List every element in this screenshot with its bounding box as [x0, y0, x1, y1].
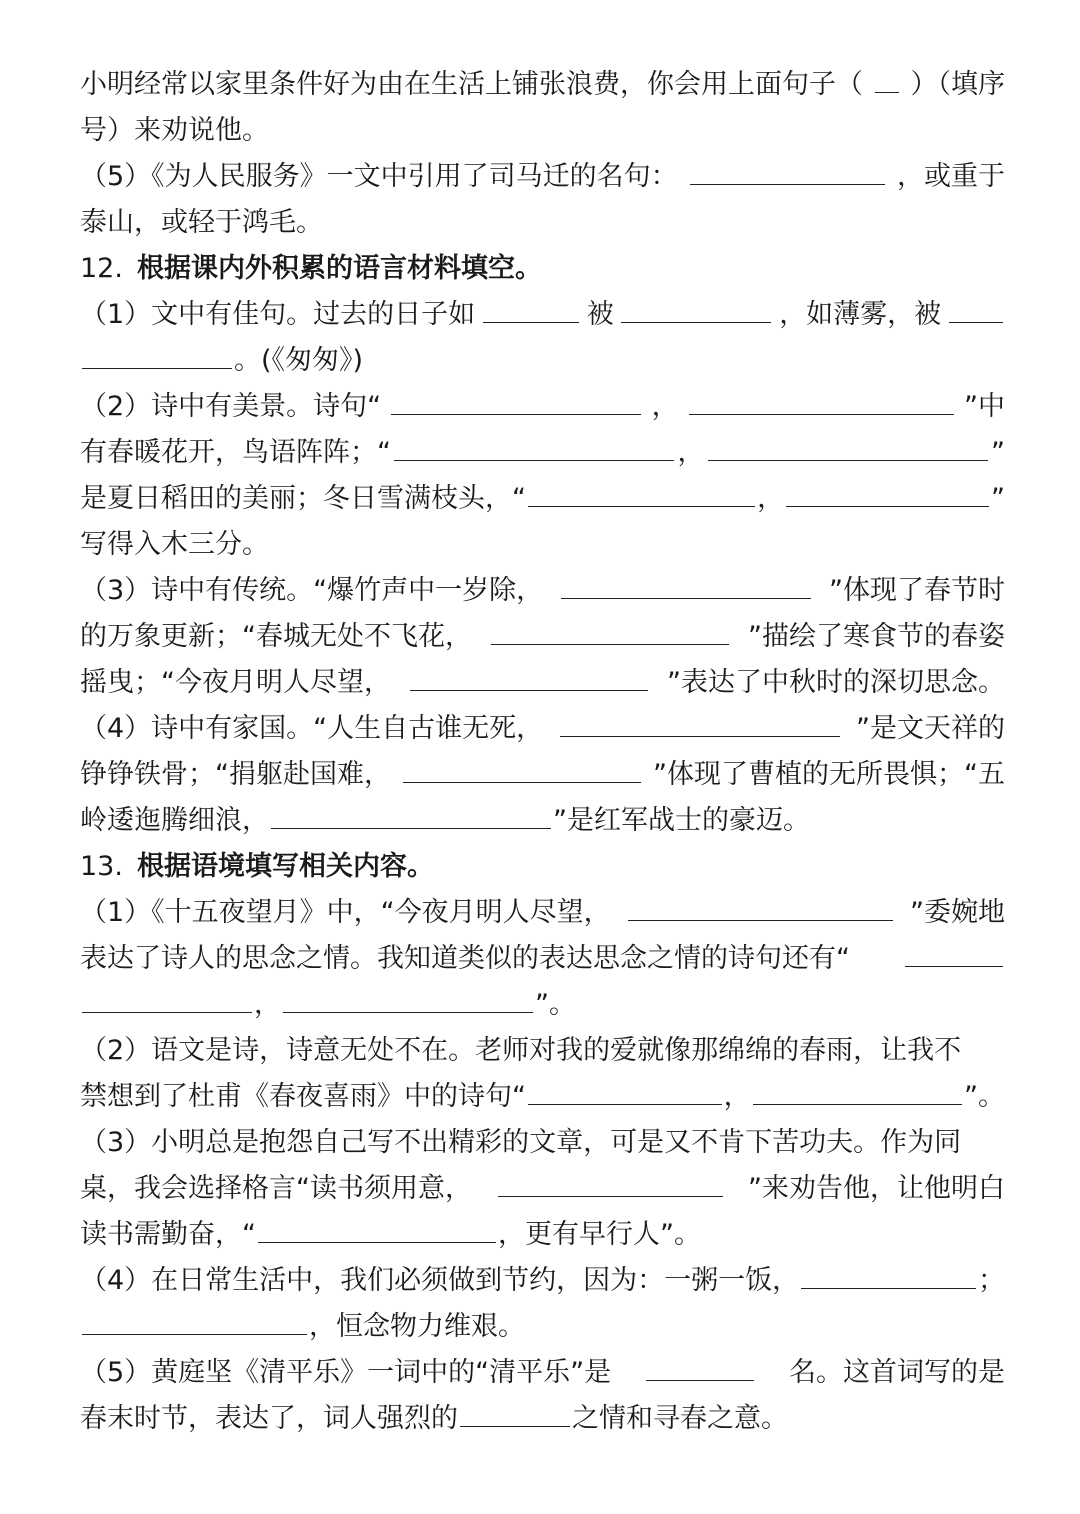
text-line [80, 62, 1005, 108]
text-line [80, 706, 1005, 752]
line-text: （4）在日常生活中，我们必须做到节约，因为：一粥一饭， [80, 1265, 800, 1296]
answer-blank[interactable] [258, 1212, 496, 1243]
text-line [80, 476, 1005, 522]
text-line [80, 1074, 1005, 1120]
answer-blank[interactable] [410, 660, 648, 691]
answer-blank[interactable] [394, 430, 674, 461]
line-text: （1）《十五夜望月》中，“今夜月明人尽望， [80, 897, 611, 928]
line-text: （5）《为人民服务》一文中引用了司马迁的名句： [80, 161, 678, 192]
answer-blank[interactable] [949, 292, 1003, 323]
question-number: 13. [80, 851, 123, 882]
text-line [80, 568, 1005, 614]
text-line [80, 1350, 1005, 1396]
answer-blank[interactable] [391, 384, 641, 415]
section-heading [80, 246, 1005, 292]
line-text: ”委婉地 [909, 897, 1005, 928]
line-text: 读书需勤奋，“ [80, 1219, 256, 1250]
line-text: ， [651, 391, 679, 422]
line-text: 的万象更新；“春城无处不飞花， [80, 621, 472, 652]
answer-blank[interactable] [271, 798, 551, 829]
text-line [80, 798, 1005, 844]
text-line [80, 982, 1005, 1028]
text-line [80, 1304, 1005, 1350]
line-text: 号）来劝说他。 [80, 115, 269, 146]
answer-blank[interactable] [646, 1350, 754, 1381]
worksheet-page [80, 62, 1005, 1442]
line-text: ”是红军战士的豪迈。 [553, 805, 810, 836]
line-text: 是夏日稻田的美丽；冬日雪满枝头，“ [80, 483, 526, 514]
line-text: 岭逶迤腾细浪， [80, 805, 269, 836]
text-line [80, 1396, 1005, 1442]
line-text: （3）小明总是抱怨自己写不出精彩的文章，可是又不肯下苦功夫。作为同 [80, 1127, 962, 1158]
text-line [80, 108, 1005, 154]
answer-blank[interactable] [491, 614, 729, 645]
line-text: 之情和寻春之意。 [572, 1403, 788, 1434]
question-number: 12. [80, 253, 123, 284]
answer-blank[interactable] [528, 1074, 722, 1105]
line-text: ，恒念物力维艰。 [309, 1311, 525, 1342]
line-text: ， [757, 483, 785, 514]
answer-blank[interactable] [786, 476, 989, 507]
line-text: （5）黄庭坚《清平乐》一词中的“清平乐”是 [80, 1357, 612, 1388]
line-text: ； [978, 1265, 1005, 1296]
line-text: 泰山，或轻于鸿毛。 [80, 207, 323, 238]
line-text: 根据课内外积累的语言材料填空。 [136, 253, 542, 284]
answer-blank[interactable] [560, 706, 840, 737]
text-line [80, 154, 1005, 200]
text-line [80, 522, 1005, 568]
answer-blank[interactable] [875, 62, 899, 93]
line-text: ）（填序 [910, 69, 1005, 100]
line-text: 桌，我会选择格言“读书须用意， [80, 1173, 472, 1204]
answer-blank[interactable] [82, 338, 232, 369]
line-text: 春末时节，表达了，词人强烈的 [80, 1403, 458, 1434]
line-text: ”中 [963, 391, 1005, 422]
text-line [80, 200, 1005, 246]
answer-blank[interactable] [498, 1166, 723, 1197]
text-line [80, 338, 1005, 384]
line-text: 摇曳；“今夜月明人尽望， [80, 667, 391, 698]
answer-blank[interactable] [621, 292, 771, 323]
line-text: ， [677, 437, 705, 468]
line-text: ，更有早行人”。 [498, 1219, 701, 1250]
answer-blank[interactable] [460, 1396, 570, 1427]
line-text: （2）语文是诗，诗意无处不在。老师对我的爱就像那绵绵的春雨，让我不 [80, 1035, 962, 1066]
answer-blank[interactable] [561, 568, 811, 599]
line-text: ， [723, 1081, 751, 1112]
text-line [80, 614, 1005, 660]
answer-blank[interactable] [689, 384, 954, 415]
line-text: 名。这首词写的是 [789, 1357, 1005, 1388]
line-text: ，或重于 [897, 161, 1005, 192]
answer-blank[interactable] [283, 982, 533, 1013]
answer-blank[interactable] [628, 890, 893, 921]
line-text: ” [991, 483, 1005, 514]
line-text: 写得入木三分。 [80, 529, 269, 560]
line-text: ” [991, 437, 1005, 468]
text-line [80, 1120, 1005, 1166]
line-text: 被 [586, 299, 614, 330]
line-text: 根据语境填写相关内容。 [136, 851, 434, 882]
text-line [80, 1028, 1005, 1074]
text-line [80, 660, 1005, 706]
answer-blank[interactable] [690, 154, 885, 185]
line-text: ，如薄雾，被 [779, 299, 942, 330]
line-text: ”来劝告他，让他明白 [748, 1173, 1005, 1204]
line-text: 有春暖花开，鸟语阵阵；“ [80, 437, 391, 468]
answer-blank[interactable] [801, 1258, 976, 1289]
line-text: （4）诗中有家国。“人生自古谁无死， [80, 713, 544, 744]
line-text: ”描绘了寒食节的春姿 [748, 621, 1005, 652]
line-text: ”表达了中秋时的深切思念。 [667, 667, 1005, 698]
text-line [80, 384, 1005, 430]
line-text: 。(《匆匆》) [234, 345, 364, 376]
line-text: （2）诗中有美景。诗句“ [80, 391, 382, 422]
line-text: 小明经常以家里条件好为由在生活上铺张浪费，你会用上面句子（ [80, 69, 863, 100]
section-heading [80, 844, 1005, 890]
line-text: ”体现了曹植的无所畏惧；“五 [653, 759, 1005, 790]
answer-blank[interactable] [403, 752, 641, 783]
line-text: ”。 [964, 1081, 1005, 1112]
line-text: 铮铮铁骨；“捐躯赴国难， [80, 759, 391, 790]
line-text: ”。 [535, 989, 576, 1020]
text-line [80, 752, 1005, 798]
text-line [80, 430, 1005, 476]
answer-blank[interactable] [708, 430, 988, 461]
line-text: （3）诗中有传统。“爆竹声中一岁除， [80, 575, 544, 606]
text-line [80, 890, 1005, 936]
line-text: ”是文天祥的 [855, 713, 1005, 744]
line-text: （1）文中有佳句。过去的日子如 [80, 299, 476, 330]
line-text: ”体现了春节时 [828, 575, 1005, 606]
answer-blank[interactable] [905, 936, 1003, 967]
line-text: ， [254, 989, 281, 1020]
text-line [80, 1212, 1005, 1258]
text-line [80, 1166, 1005, 1212]
answer-blank[interactable] [483, 292, 579, 323]
answer-blank[interactable] [528, 476, 755, 507]
text-line [80, 1258, 1005, 1304]
text-line [80, 936, 1005, 982]
answer-blank[interactable] [82, 1304, 307, 1335]
answer-blank[interactable] [753, 1074, 962, 1105]
answer-blank[interactable] [82, 982, 252, 1013]
text-line [80, 292, 1005, 338]
line-text: 禁想到了杜甫《春夜喜雨》中的诗句“ [80, 1081, 526, 1112]
line-text: 表达了诗人的思念之情。我知道类似的表达思念之情的诗句还有“ [80, 943, 850, 974]
